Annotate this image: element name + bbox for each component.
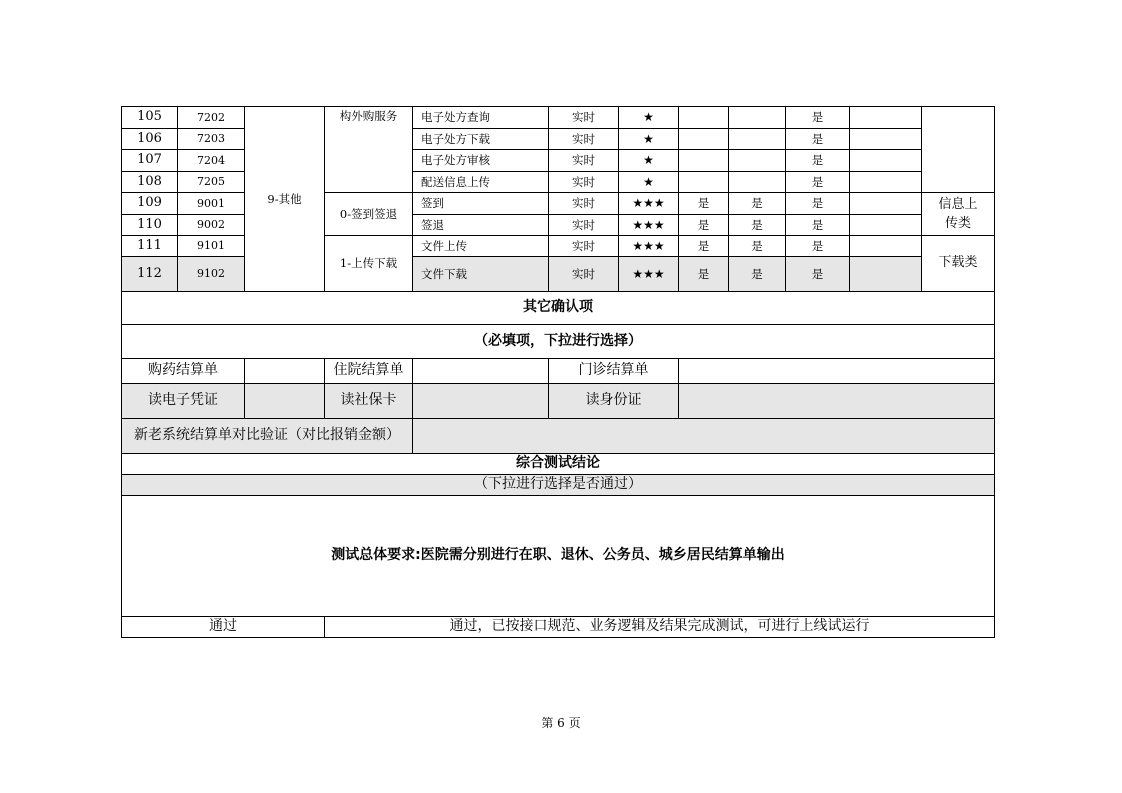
requirement-row bbox=[122, 496, 995, 617]
check-cell bbox=[679, 150, 729, 172]
subcategory-signin: 0-签到签退 bbox=[325, 193, 413, 236]
dropdown-read-id-card[interactable] bbox=[679, 384, 995, 419]
check-cell bbox=[679, 129, 729, 150]
blank-cell bbox=[850, 107, 922, 129]
label-compare: 新老系统结算单对比验证（对比报销金额） bbox=[122, 419, 413, 454]
row-number: 112 bbox=[122, 257, 178, 292]
row-number: 106 bbox=[122, 129, 178, 150]
section-header-row bbox=[122, 454, 995, 475]
page-number: 第 6 页 bbox=[541, 716, 581, 730]
blank-cell bbox=[850, 129, 922, 150]
check-cell: 是 bbox=[786, 150, 850, 172]
remark-text: 信息上传类 bbox=[938, 196, 978, 231]
dropdown-outpatient-settlement[interactable] bbox=[679, 359, 995, 384]
row-number: 105 bbox=[122, 107, 178, 129]
interface-name: 签退 bbox=[413, 215, 549, 236]
confirm-subtitle: （必填项，下拉进行选择） bbox=[122, 325, 995, 359]
remark-download: 下载类 bbox=[922, 236, 995, 292]
priority-stars: ★ bbox=[619, 172, 679, 193]
interface-name: 签到 bbox=[413, 193, 549, 215]
check-cell: 是 bbox=[786, 172, 850, 193]
label-drug-settlement: 购药结算单 bbox=[122, 359, 245, 384]
interface-name: 电子处方审核 bbox=[413, 150, 549, 172]
interface-code: 7205 bbox=[178, 172, 245, 193]
interface-name: 电子处方查询 bbox=[413, 107, 549, 129]
check-cell: 是 bbox=[786, 257, 850, 292]
blank-cell bbox=[850, 257, 922, 292]
check-cell bbox=[729, 150, 786, 172]
result-row bbox=[122, 617, 995, 638]
mode-cell: 实时 bbox=[549, 172, 619, 193]
confirm-row bbox=[122, 419, 995, 454]
section-subheader-row bbox=[122, 325, 995, 359]
dropdown-read-social-card[interactable] bbox=[413, 384, 549, 419]
result-text: 通过，已按接口规范、业务逻辑及结果完成测试，可进行上线试运行 bbox=[325, 617, 995, 638]
priority-stars: ★★★ bbox=[619, 257, 679, 292]
remark-info-upload bbox=[922, 193, 995, 236]
conclusion-subtitle: （下拉进行选择是否通过） bbox=[122, 475, 995, 496]
label-inpatient-settlement: 住院结算单 bbox=[325, 359, 413, 384]
interface-table bbox=[121, 106, 995, 292]
check-cell bbox=[729, 172, 786, 193]
interface-name: 电子处方下载 bbox=[413, 129, 549, 150]
interface-code: 9001 bbox=[178, 193, 245, 215]
row-number: 109 bbox=[122, 193, 178, 215]
check-cell: 是 bbox=[729, 236, 786, 257]
mode-cell: 实时 bbox=[549, 215, 619, 236]
check-cell: 是 bbox=[679, 257, 729, 292]
mode-cell: 实时 bbox=[549, 236, 619, 257]
priority-stars: ★★★ bbox=[619, 215, 679, 236]
check-cell: 是 bbox=[679, 236, 729, 257]
label-outpatient-settlement: 门诊结算单 bbox=[549, 359, 679, 384]
check-cell: 是 bbox=[786, 236, 850, 257]
priority-stars: ★ bbox=[619, 107, 679, 129]
interface-name: 文件上传 bbox=[413, 236, 549, 257]
interface-code: 9002 bbox=[178, 215, 245, 236]
dropdown-read-e-voucher[interactable] bbox=[245, 384, 325, 419]
priority-stars: ★★★ bbox=[619, 236, 679, 257]
row-number: 110 bbox=[122, 215, 178, 236]
interface-name: 配送信息上传 bbox=[413, 172, 549, 193]
label-read-id-card: 读身份证 bbox=[549, 384, 679, 419]
check-cell: 是 bbox=[679, 215, 729, 236]
priority-stars: ★★★ bbox=[619, 193, 679, 215]
row-number: 111 bbox=[122, 236, 178, 257]
section-header-row bbox=[122, 292, 995, 325]
blank-cell bbox=[850, 172, 922, 193]
subcategory-outsourcing: 构外购服务 bbox=[325, 107, 413, 193]
dropdown-inpatient-settlement[interactable] bbox=[413, 359, 549, 384]
remark-cell bbox=[922, 107, 995, 193]
mode-cell: 实时 bbox=[549, 129, 619, 150]
check-cell: 是 bbox=[786, 129, 850, 150]
mode-cell: 实时 bbox=[549, 193, 619, 215]
label-read-e-voucher: 读电子凭证 bbox=[122, 384, 245, 419]
dropdown-drug-settlement[interactable] bbox=[245, 359, 325, 384]
interface-code: 7203 bbox=[178, 129, 245, 150]
row-number: 107 bbox=[122, 150, 178, 172]
mode-cell: 实时 bbox=[549, 107, 619, 129]
blank-cell bbox=[850, 236, 922, 257]
priority-stars: ★ bbox=[619, 150, 679, 172]
check-cell: 是 bbox=[786, 193, 850, 215]
confirm-row bbox=[122, 384, 995, 419]
blank-cell bbox=[850, 150, 922, 172]
interface-code: 7202 bbox=[178, 107, 245, 129]
confirm-title: 其它确认项 bbox=[122, 292, 995, 325]
blank-cell bbox=[850, 193, 922, 215]
mode-cell: 实时 bbox=[549, 150, 619, 172]
check-cell: 是 bbox=[729, 257, 786, 292]
check-cell: 是 bbox=[786, 215, 850, 236]
check-cell: 是 bbox=[729, 193, 786, 215]
blank-cell bbox=[850, 215, 922, 236]
table-row bbox=[122, 107, 995, 129]
priority-stars: ★ bbox=[619, 129, 679, 150]
check-cell bbox=[679, 107, 729, 129]
confirmation-table bbox=[121, 291, 995, 638]
category-cell: 9-其他 bbox=[245, 107, 325, 292]
subcategory-upload: 1-上传下载 bbox=[325, 236, 413, 292]
check-cell bbox=[679, 172, 729, 193]
label-read-social-card: 读社保卡 bbox=[325, 384, 413, 419]
confirm-row bbox=[122, 359, 995, 384]
interface-code: 7204 bbox=[178, 150, 245, 172]
interface-name: 文件下载 bbox=[413, 257, 549, 292]
row-number: 108 bbox=[122, 172, 178, 193]
check-cell: 是 bbox=[679, 193, 729, 215]
dropdown-compare[interactable] bbox=[413, 419, 995, 454]
conclusion-title: 综合测试结论 bbox=[122, 454, 995, 475]
mode-cell: 实时 bbox=[549, 257, 619, 292]
interface-code: 9102 bbox=[178, 257, 245, 292]
interface-code: 9101 bbox=[178, 236, 245, 257]
check-cell: 是 bbox=[786, 107, 850, 129]
test-requirement: 测试总体要求:医院需分别进行在职、退休、公务员、城乡居民结算单输出 bbox=[122, 496, 995, 617]
check-cell: 是 bbox=[729, 215, 786, 236]
result-dropdown[interactable]: 通过 bbox=[122, 617, 325, 638]
check-cell bbox=[729, 129, 786, 150]
check-cell bbox=[729, 107, 786, 129]
section-subheader-row bbox=[122, 475, 995, 496]
